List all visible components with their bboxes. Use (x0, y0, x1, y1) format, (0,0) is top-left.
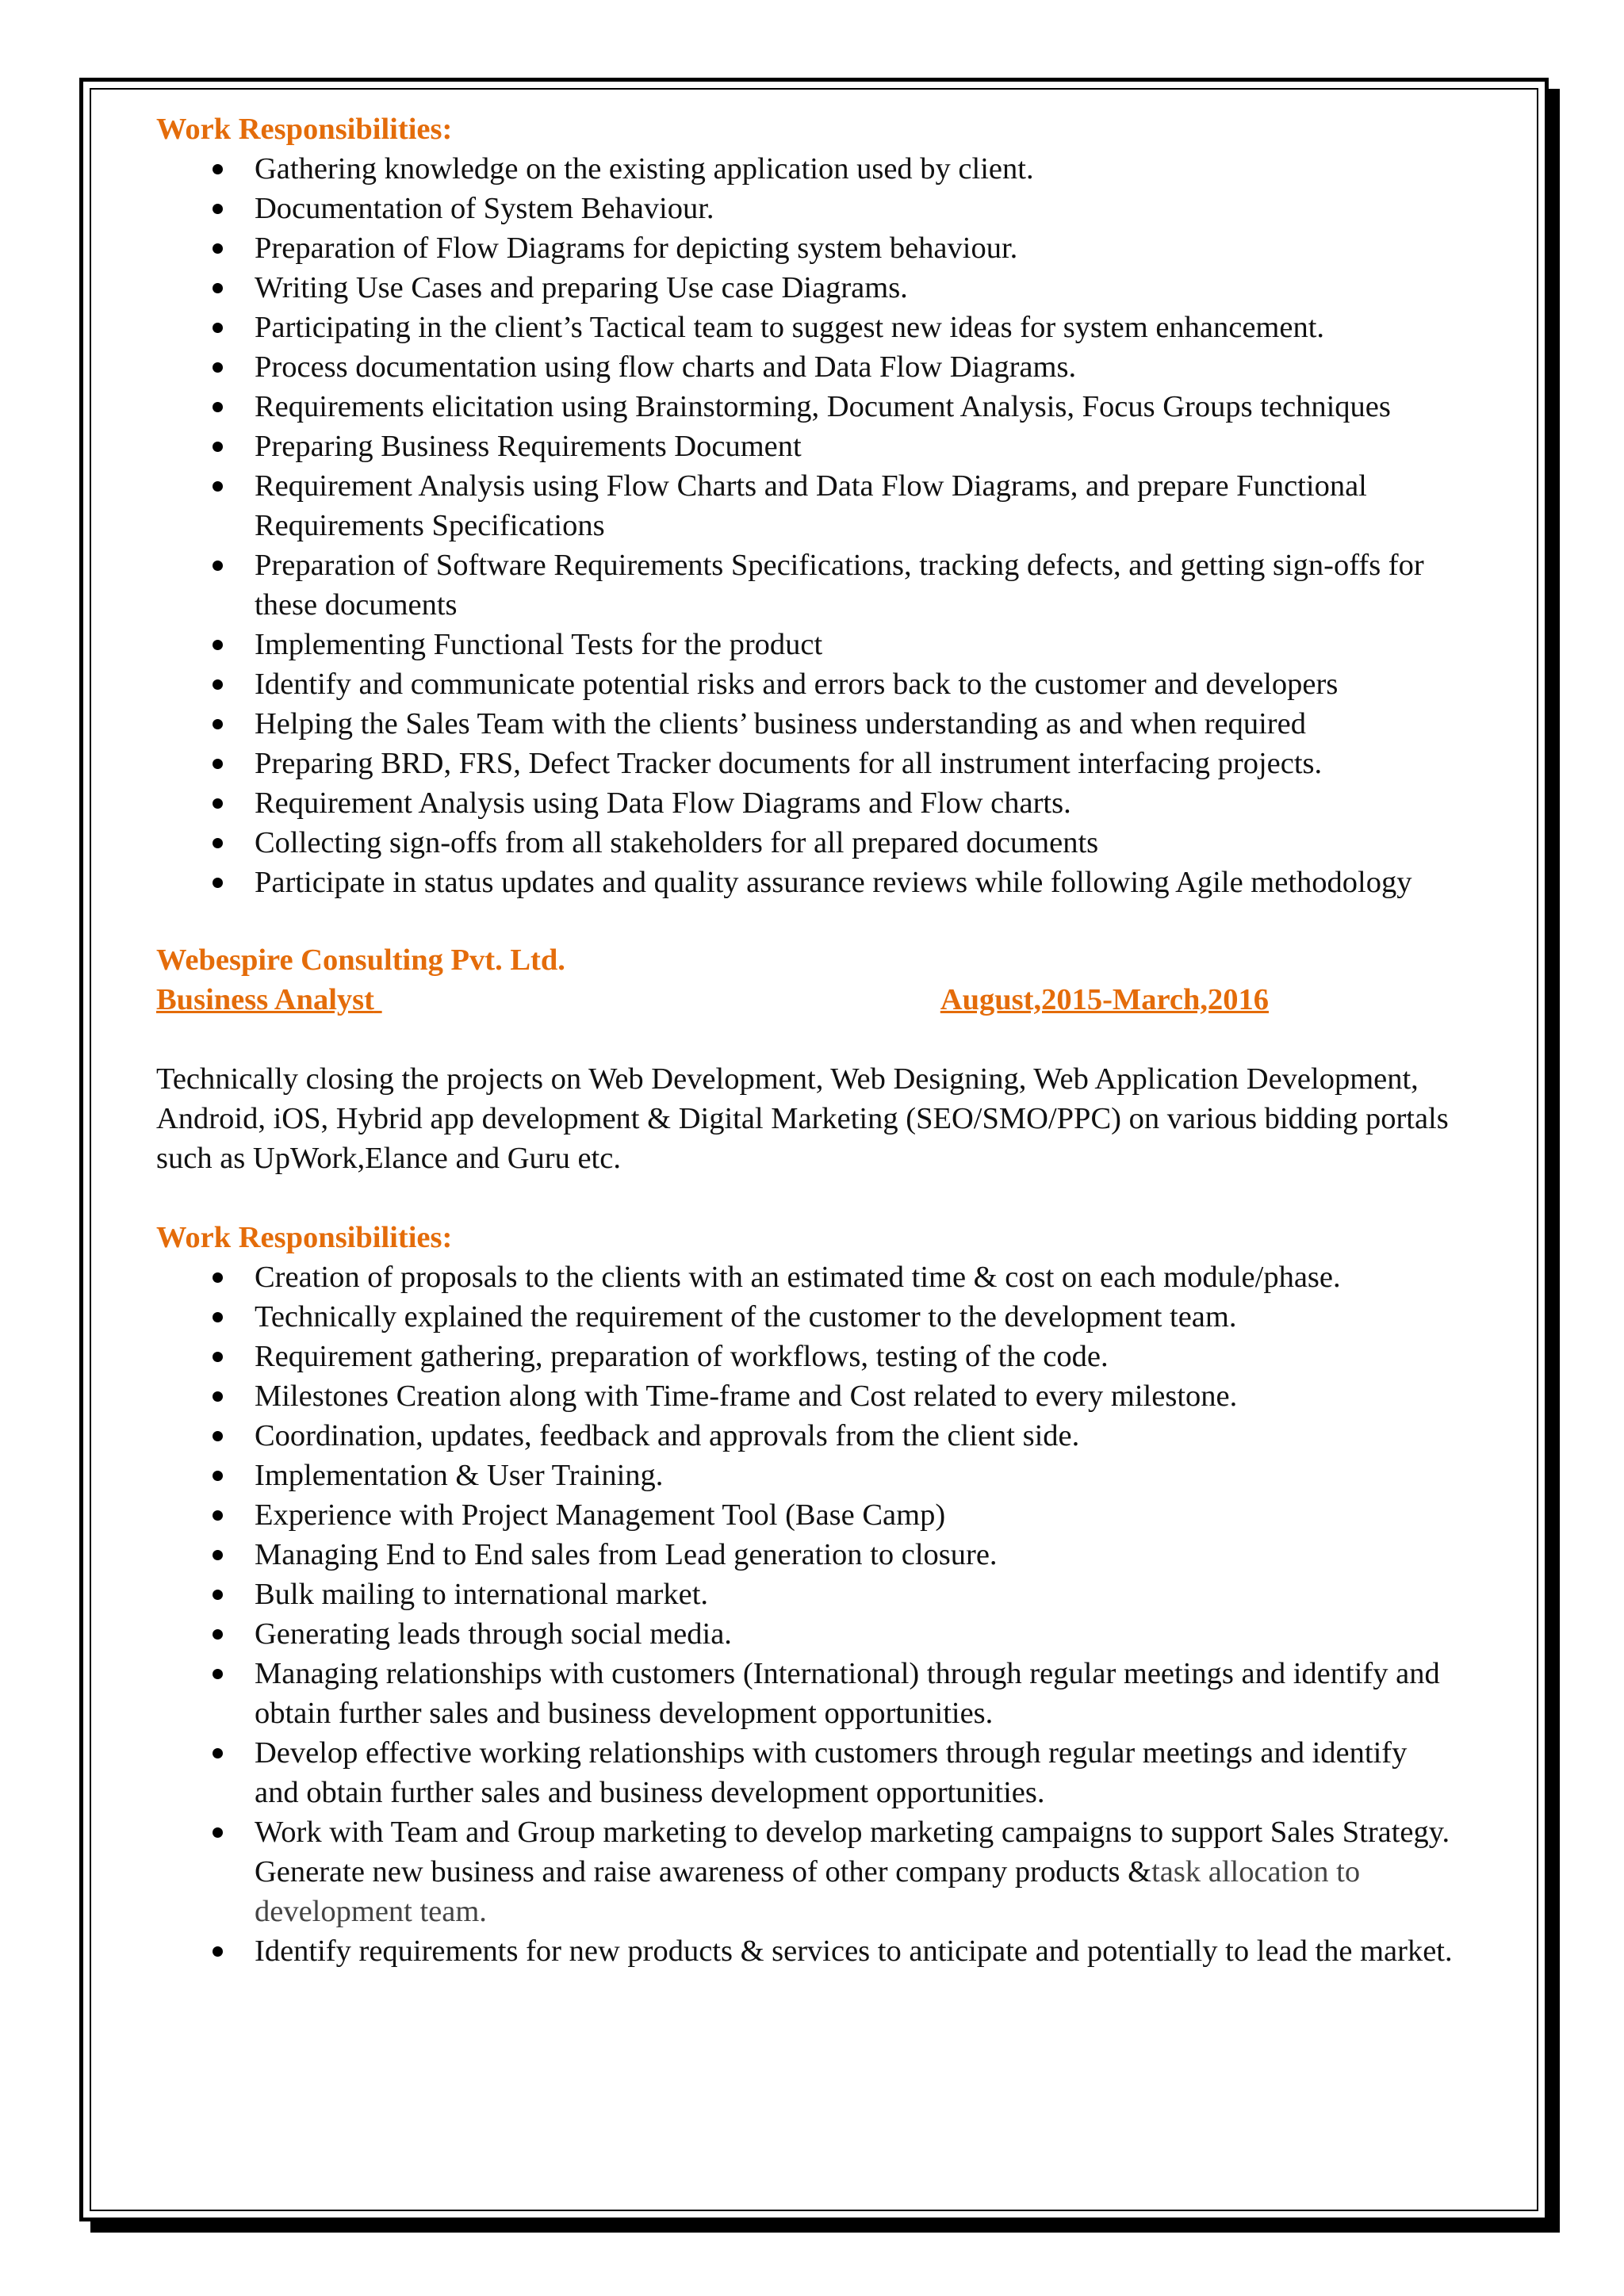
list-item: Managing End to End sales from Lead generation to closure. (255, 1535, 1457, 1575)
list-item: Identify requirements for new products & services to anticipate and potentially to lead the market. (255, 1931, 1457, 1971)
job-summary: Technically closing the projects on Web Development, Web Designing, Web Application Development, Android, iOS, Hybrid app development & Digital Marketing (SEO/SMO/PPC) on various bidding portals such as UpWork,Elance and Guru etc. (156, 1062, 1449, 1175)
list-item: Preparation of Software Requirements Specifications, tracking defects, and getting sign-offs for these documents (255, 545, 1457, 625)
list-item: Process documentation using flow charts and Data Flow Diagrams. (255, 347, 1457, 387)
list-item: Preparing BRD, FRS, Defect Tracker documents for all instrument interfacing projects. (255, 744, 1457, 783)
list-item: Creation of proposals to the clients with an estimated time & cost on each module/phase. (255, 1257, 1457, 1297)
list-item: Requirement Analysis using Flow Charts and Data Flow Diagrams, and prepare Functional Requirements Specifications (255, 466, 1457, 545)
list-item: Implementation & User Training. (255, 1456, 1457, 1495)
list-item: Develop effective working relationships with customers through regular meetings and identify and obtain further sales and business development opportunities. (255, 1733, 1457, 1812)
spacer (156, 1020, 1457, 1059)
list-item-text: Work with Team and Group marketing to develop marketing campaigns to support Sales Strategy. Generate new business and raise awareness of other company products & (255, 1816, 1450, 1888)
spacer (156, 1178, 1457, 1218)
work-responsibilities-heading: Work Responsibilities: (156, 113, 453, 146)
list-item: Implementing Functional Tests for the product (255, 625, 1457, 664)
list-item: Generating leads through social media. (255, 1614, 1457, 1654)
list-item: Participating in the client’s Tactical team to suggest new ideas for system enhancement. (255, 308, 1457, 347)
list-item: Coordination, updates, feedback and approvals from the client side. (255, 1416, 1457, 1456)
work-responsibilities-heading: Work Responsibilities: (156, 1221, 453, 1254)
job-dates: August,2015-March,2016 (940, 983, 1269, 1016)
list-item: Documentation of System Behaviour. (255, 189, 1457, 228)
resume-content (156, 109, 1457, 1971)
list-item: Bulk mailing to international market. (255, 1575, 1457, 1614)
list-item: Participate in status updates and quality assurance reviews while following Agile methodology (255, 863, 1457, 902)
responsibilities-list-2 (156, 1257, 1457, 1971)
list-item: Writing Use Cases and preparing Use case Diagrams. (255, 268, 1457, 308)
list-item (255, 1812, 1457, 1931)
company-name: Webespire Consulting Pvt. Ltd. (156, 943, 565, 977)
responsibilities-list-1 (156, 149, 1457, 902)
spacer (156, 902, 1457, 940)
list-item: Identify and communicate potential risks and errors back to the customer and developers (255, 664, 1457, 704)
list-item: Experience with Project Management Tool (Base Camp) (255, 1495, 1457, 1535)
list-item: Gathering knowledge on the existing application used by client. (255, 149, 1457, 189)
list-item: Milestones Creation along with Time-frame and Cost related to every milestone. (255, 1376, 1457, 1416)
list-item: Requirement gathering, preparation of workflows, testing of the code. (255, 1337, 1457, 1376)
list-item: Collecting sign-offs from all stakeholders for all prepared documents (255, 823, 1457, 863)
list-item: Preparation of Flow Diagrams for depicting system behaviour. (255, 228, 1457, 268)
role-and-dates (156, 980, 1269, 1020)
underline-fill (374, 980, 940, 1020)
list-item-text-muted: task allocation to development team. (255, 1855, 1361, 1928)
list-item: Requirements elicitation using Brainstorming, Document Analysis, Focus Groups techniques (255, 387, 1457, 427)
list-item: Helping the Sales Team with the clients’ business understanding as and when required (255, 704, 1457, 744)
list-item: Technically explained the requirement of the customer to the development team. (255, 1297, 1457, 1337)
list-item: Requirement Analysis using Data Flow Diagrams and Flow charts. (255, 783, 1457, 823)
list-item: Preparing Business Requirements Document (255, 427, 1457, 466)
list-item: Managing relationships with customers (International) through regular meetings and identify and obtain further sales and business development opportunities. (255, 1654, 1457, 1733)
job-role: Business Analyst (156, 983, 374, 1016)
